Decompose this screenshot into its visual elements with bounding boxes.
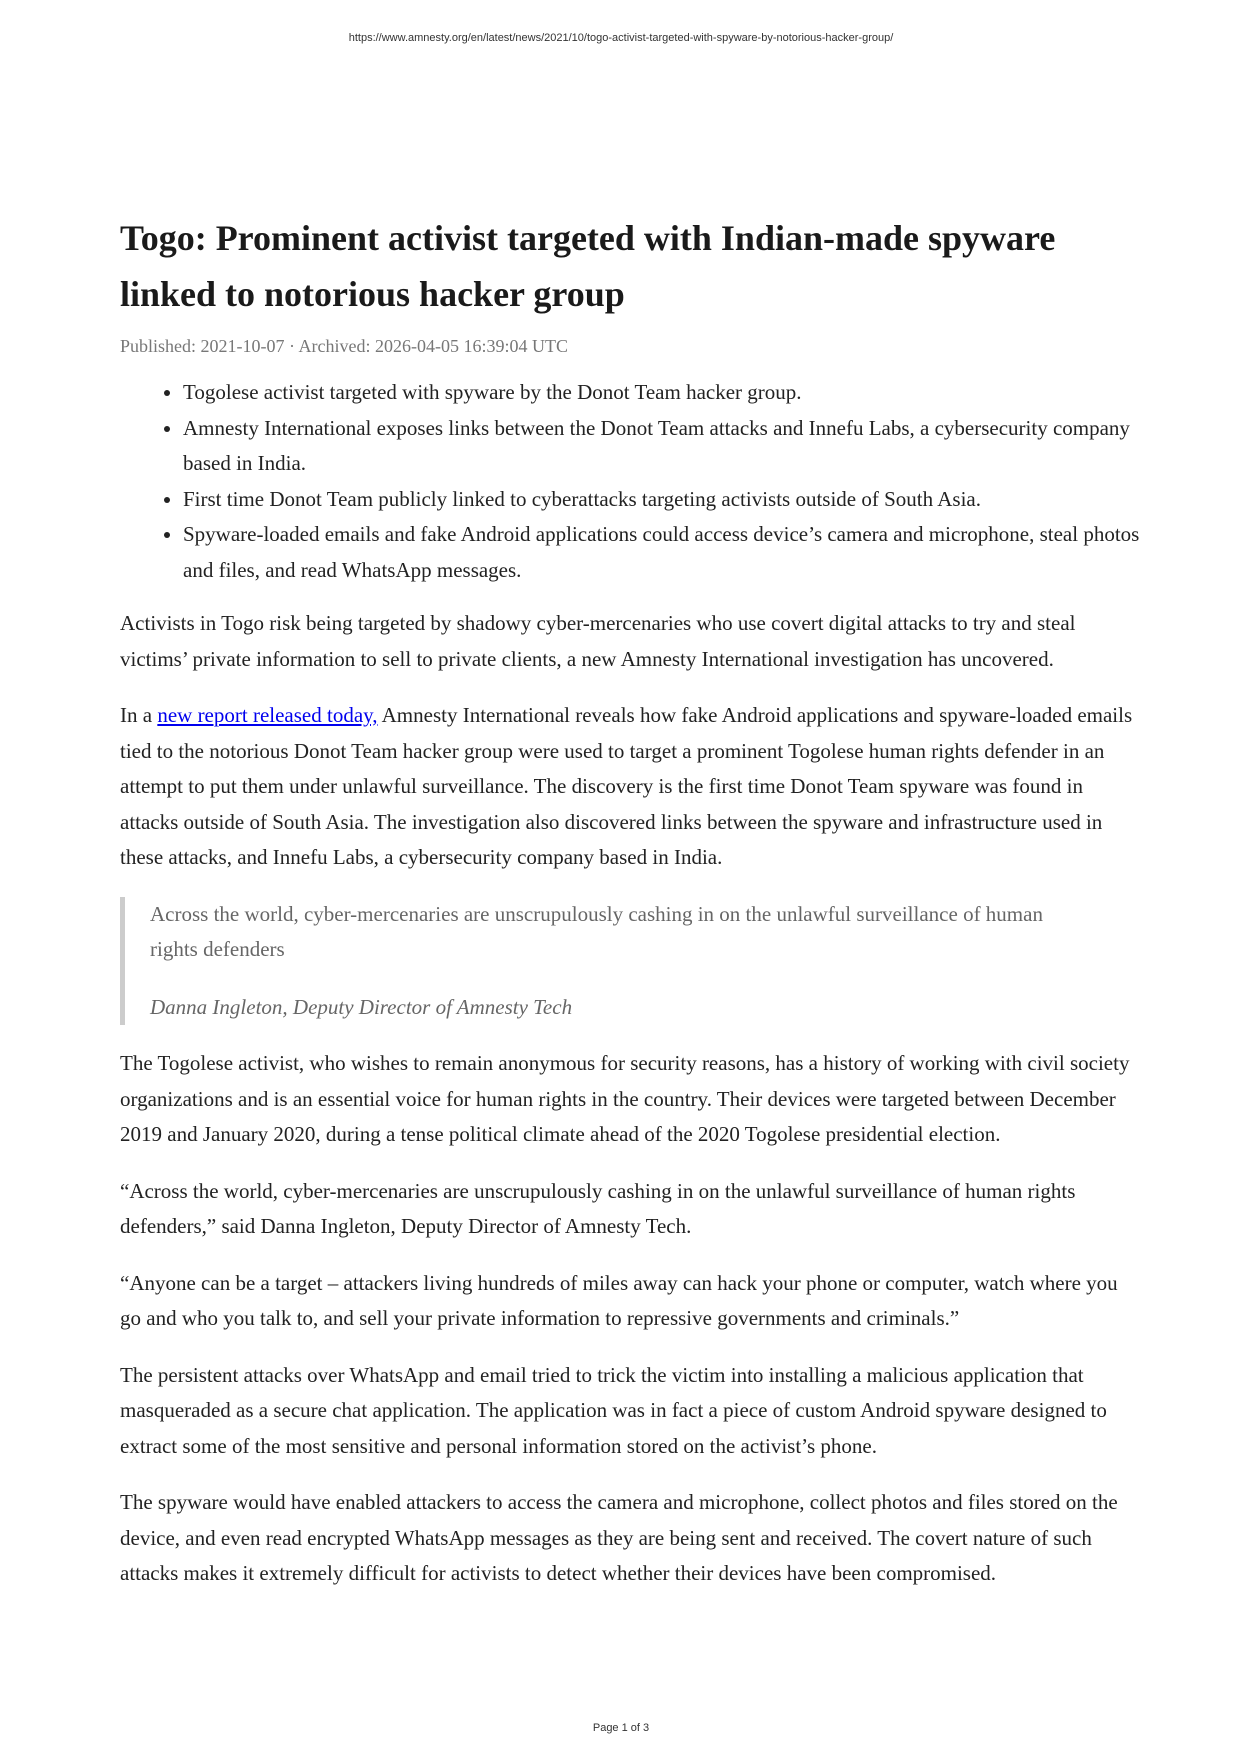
text: In a (120, 703, 158, 727)
paragraph: The spyware would have enabled attackers to access the camera and microphone, collect photos and files stored on the device, and even read encrypted WhatsApp messages as they are being sent and received. The covert nature of such attacks makes it extremely difficult for activists to detect whether their devices have been compromised. (120, 1490, 1118, 1585)
list-item: • Spyware-loaded emails and fake Android applications could access device’s camera and microphone, steal photos and files, and read WhatsApp messages. (183, 517, 1140, 588)
paragraph (120, 698, 1140, 876)
paragraph: The Togolese activist, who wishes to remain anonymous for security reasons, has a history of working with civil society organizations and is an essential voice for human rights in the country. Their devices were targeted between December 2019 and January 2020, during a tense political climate ahead of the 2020 Togolese presidential election. (120, 1051, 1130, 1146)
text: Amnesty International reveals how fake Android applications and spyware-loaded emails tied to the notorious Donot Team hacker group were used to target a prominent Togolese human rights defender in an attempt to put them under unlawful surveillance. The discovery is the first time Donot Team spyware was found in attacks outside of South Asia. The investigation also discovered links between the spyware and infrastructure used in these attacks, and Innefu Labs, a cybersecurity company based in India. (120, 703, 1133, 869)
report-link[interactable]: new report released today, (157, 703, 378, 727)
summary-list (120, 375, 1140, 588)
page-url: https://www.amnesty.org/en/latest/news/2021/10/togo-activist-targeted-with-spyware-by-notorious-hacker-group/ (348, 32, 894, 44)
list-item: • Amnesty International exposes links between the Donot Team attacks and Innefu Labs, a cybersecurity company based in India. (183, 411, 1140, 482)
quote-text: Across the world, cyber-mercenaries are unscrupulously cashing in on the unlawful surveillance of human rights defenders (150, 901, 1043, 961)
pull-quote (120, 897, 1050, 1026)
list-item: • First time Donot Team publicly linked to cyberattacks targeting activists outside of South Asia. (183, 482, 1140, 518)
paragraph: “Anyone can be a target – attackers living hundreds of miles away can hack your phone or computer, watch where you go and who you talk to, and sell your private information to repressive governments and criminals.” (120, 1270, 1118, 1330)
page-number: Page 1 of 3 (592, 1722, 650, 1734)
paragraph: Activists in Togo risk being targeted by shadowy cyber-mercenaries who use covert digital attacks to try and steal victims’ private information to sell to private clients, a new Amnesty International investigation has uncovered. (120, 611, 1076, 671)
paragraph: “Across the world, cyber-mercenaries are unscrupulously cashing in on the unlawful surveillance of human rights defenders,” said Danna Ingleton, Deputy Director of Amnesty Tech. (120, 1178, 1076, 1238)
publish-meta: Published: 2021-10-07 · Archived: 2026-04-05 16:39:04 UTC (120, 336, 568, 356)
article-title: Togo: Prominent activist targeted with Indian-made spyware linked to notorious hacker group (120, 218, 1056, 314)
paragraph: The persistent attacks over WhatsApp and email tried to trick the victim into installing a malicious application that masqueraded as a secure chat application. The application was in fact a piece of custom Android spyware designed to extract some of the most sensitive and personal information stored on the activist’s phone. (120, 1362, 1107, 1458)
list-item: • Togolese activist targeted with spyware by the Donot Team hacker group. (183, 375, 1140, 411)
quote-citation: Danna Ingleton, Deputy Director of Amnesty Tech (150, 994, 573, 1019)
article (120, 210, 1140, 1613)
